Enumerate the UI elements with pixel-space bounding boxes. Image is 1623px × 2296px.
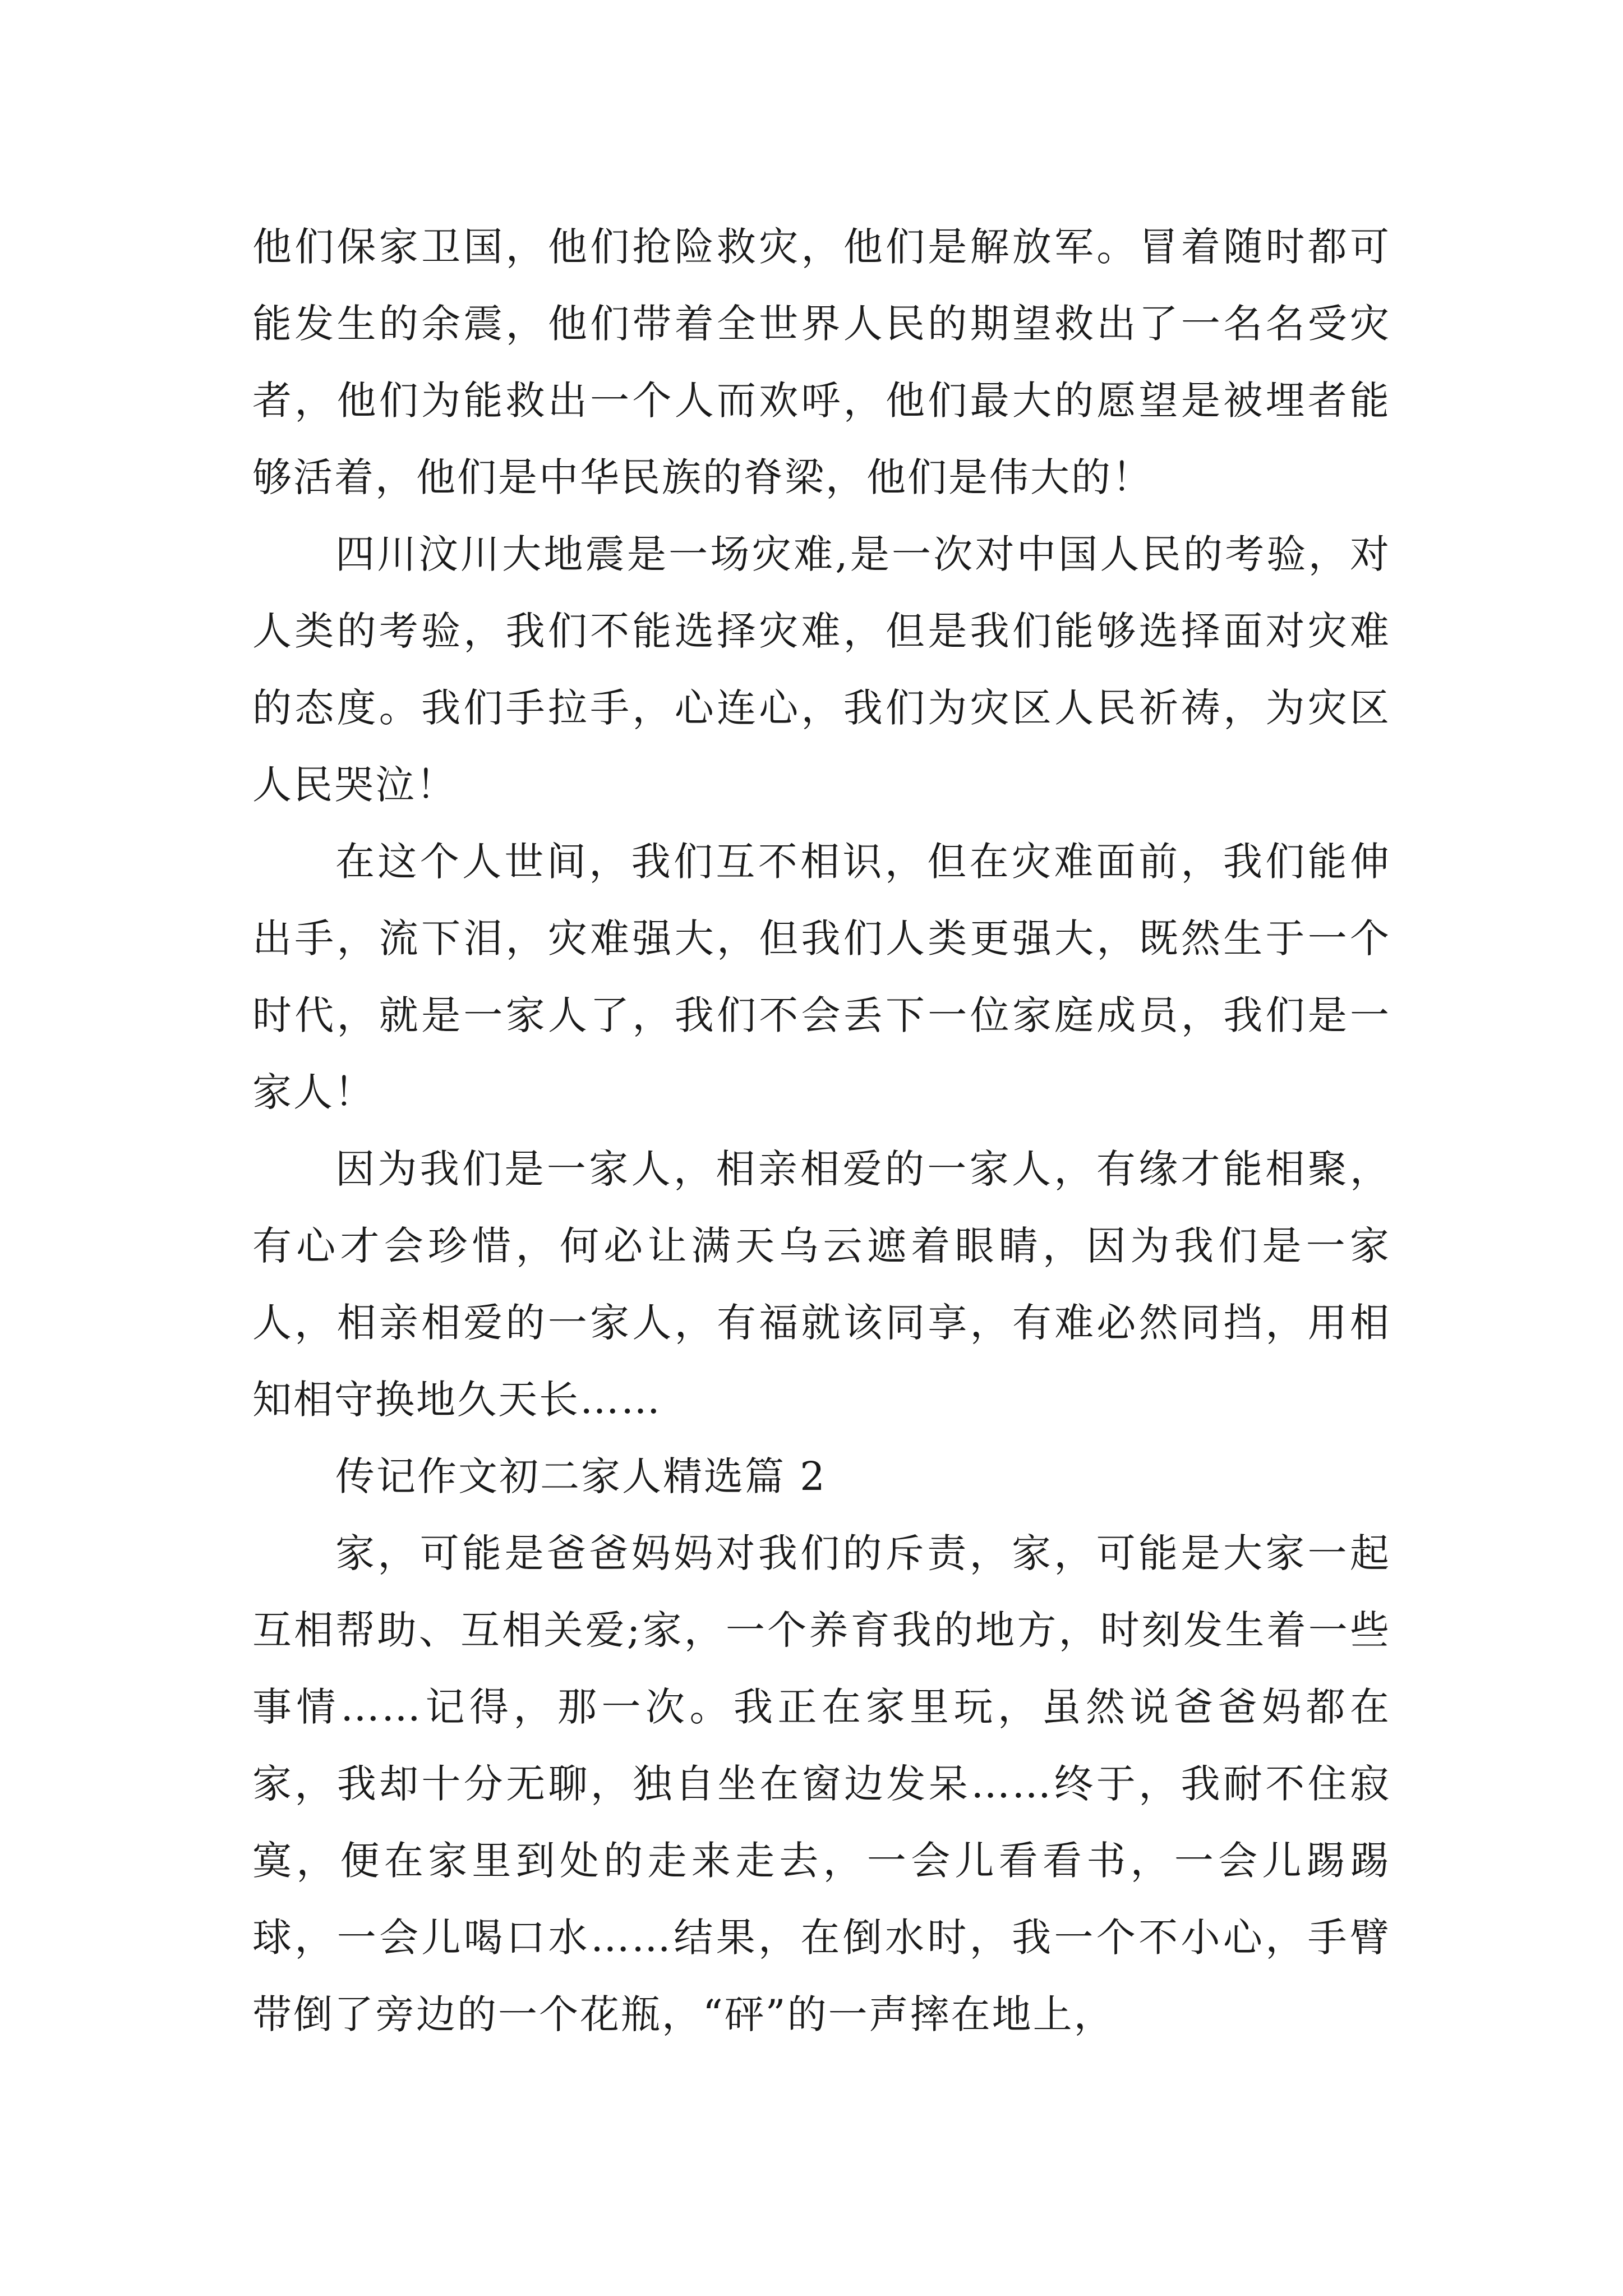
paragraph: 因为我们是一家人，相亲相爱的一家人，有缘才能相聚，有心才会珍惜，何必让满天乌云遮着眼睛，因为我们是一家人，相亲相爱的一家人，有福就该同享，有难必然同挡，用相知相守换地久天长…… bbox=[252, 1146, 1391, 1423]
section-heading: 传记作文初二家人精选篇 2 bbox=[335, 1453, 827, 1499]
paragraph: 在这个人世间，我们互不相识，但在灾难面前，我们能伸出手，流下泪，灾难强大，但我们人类更强大，既然生于一个时代，就是一家人了，我们不会丢下一位家庭成员，我们是一家人！ bbox=[252, 839, 1391, 1115]
paragraph: 家，可能是爸爸妈妈对我们的斥责，家，可能是大家一起互相帮助、互相关爱;家，一个养育我的地方，时刻发生着一些事情……记得，那一次。我正在家里玩，虽然说爸爸妈都在家，我却十分无聊，独自坐在窗边发呆……终于，我耐不住寂寞，便在家里到处的走来走去，一会儿看看书，一会儿踢踢球，一会儿喝口水……结果，在倒水时，我一个不小心，手臂带倒了旁边的一个花瓶，“砰”的一声摔在地上， bbox=[252, 1530, 1391, 2037]
paragraph: 四川汶川大地震是一场灾难,是一次对中国人民的考验，对人类的考验，我们不能选择灾难，但是我们能够选择面对灾难的态度。我们手拉手，心连心，我们为灾区人民祈祷，为灾区人民哭泣！ bbox=[252, 531, 1391, 808]
paragraph: 他们保家卫国，他们抢险救灾，他们是解放军。冒着随时都可能发生的余震，他们带着全世界人民的期望救出了一名名受灾者，他们为能救出一个人而欢呼，他们最大的愿望是被埋者能够活着，他们是中华民族的脊梁，他们是伟大的！ bbox=[252, 224, 1391, 500]
document-body bbox=[252, 209, 1391, 2053]
